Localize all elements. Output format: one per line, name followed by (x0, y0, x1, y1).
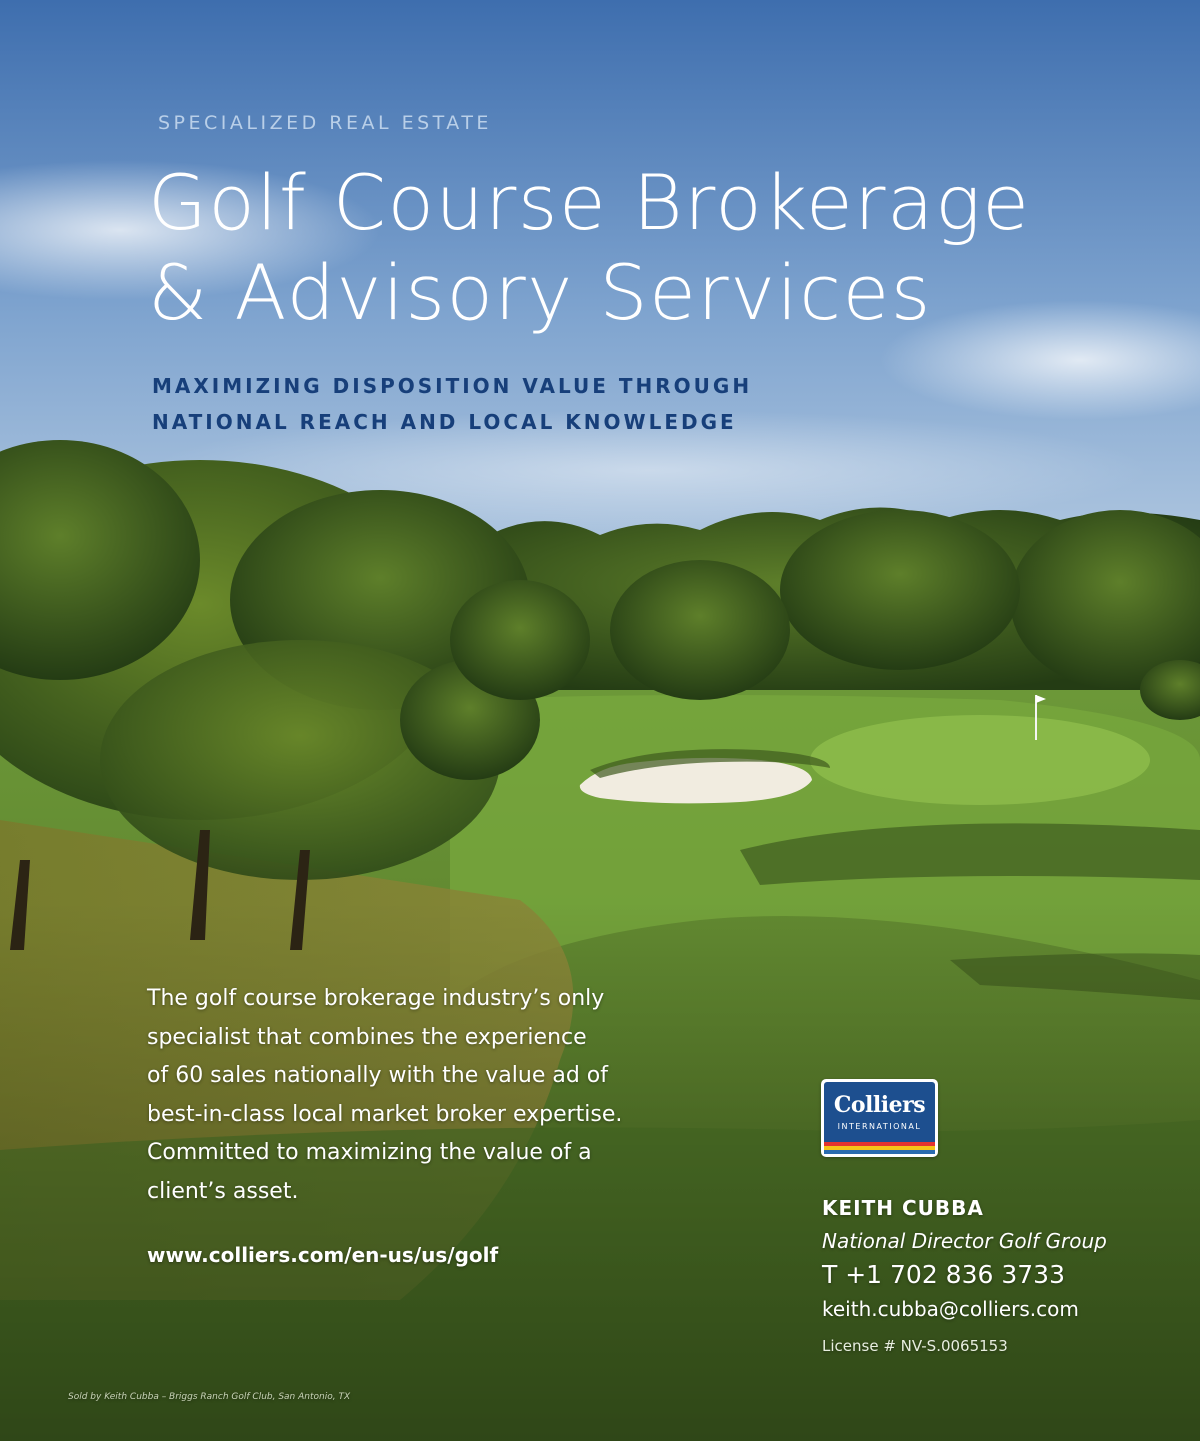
logo-wordmark: Colliers (833, 1092, 926, 1118)
logo-subtext: INTERNATIONAL (837, 1122, 922, 1131)
eyebrow-label: SPECIALIZED REAL ESTATE (158, 112, 492, 134)
body-copy (147, 980, 687, 1211)
body-line: of 60 sales nationally with the value ad of (147, 1063, 609, 1088)
body-line: best-in-class local market broker expertise. (147, 1101, 623, 1127)
contact-email-link[interactable]: keith.cubba@colliers.com (822, 1297, 1079, 1321)
subheadline (152, 368, 752, 440)
page-title (148, 158, 1031, 338)
subhead-line-1: MAXIMIZING DISPOSITION VALUE THROUGH (152, 374, 753, 398)
contact-name: KEITH CUBBA (822, 1196, 984, 1220)
contact-title: National Director Golf Group (822, 1229, 1107, 1253)
headline-line-1: Golf Course Brokerage (148, 158, 1031, 247)
body-line: The golf course brokerage industry’s only (147, 986, 605, 1011)
subhead-line-2: NATIONAL REACH AND LOCAL KNOWLEDGE (152, 410, 737, 434)
body-line: specialist that combines the experience (147, 1024, 587, 1050)
colliers-logo (821, 1079, 938, 1157)
contact-phone[interactable]: T +1 702 836 3733 (822, 1260, 1065, 1289)
body-line: Committed to maximizing the value of a (147, 1140, 592, 1165)
photo-caption: Sold by Keith Cubba – Briggs Ranch Golf Club, San Antonio, TX (68, 1392, 351, 1402)
website-link[interactable]: www.colliers.com/en-us/us/golf (147, 1243, 499, 1267)
license-number: License # NV-S.0065153 (822, 1337, 1008, 1355)
body-line: client’s asset. (147, 1178, 299, 1204)
headline-line-2: & Advisory Services (148, 248, 932, 337)
logo-background (824, 1082, 935, 1142)
logo-stripe-blue (824, 1150, 935, 1154)
